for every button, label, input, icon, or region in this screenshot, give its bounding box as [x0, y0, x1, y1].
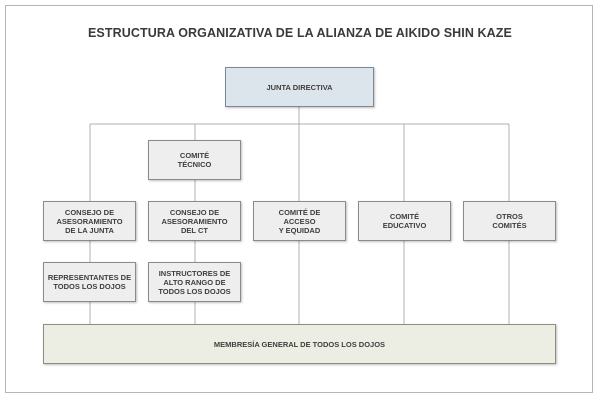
diagram-title: ESTRUCTURA ORGANIZATIVA DE LA ALIANZA DE AIKIDO SHIN KAZE — [88, 26, 512, 40]
node-otros-comites: OTROS COMITÉS — [463, 201, 556, 241]
node-consejo-asesoramiento-ct: CONSEJO DE ASESORAMIENTO DEL CT — [148, 201, 241, 241]
node-instructores-alto-rango: INSTRUCTORES DE ALTO RANGO DE TODOS LOS DOJOS — [148, 262, 241, 302]
node-consejo-asesoramiento-junta: CONSEJO DE ASESORAMIENTO DE LA JUNTA — [43, 201, 136, 241]
node-membresia-general: MEMBRESÍA GENERAL DE TODOS LOS DOJOS — [43, 324, 556, 364]
node-comite-tecnico: COMITÉ TÉCNICO — [148, 140, 241, 180]
node-representantes-dojos: REPRESENTANTES DE TODOS LOS DOJOS — [43, 262, 136, 302]
node-comite-acceso-equidad: COMITÉ DE ACCESO Y EQUIDAD — [253, 201, 346, 241]
node-junta-directiva: JUNTA DIRECTIVA — [225, 67, 374, 107]
node-comite-educativo: COMITÉ EDUCATIVO — [358, 201, 451, 241]
